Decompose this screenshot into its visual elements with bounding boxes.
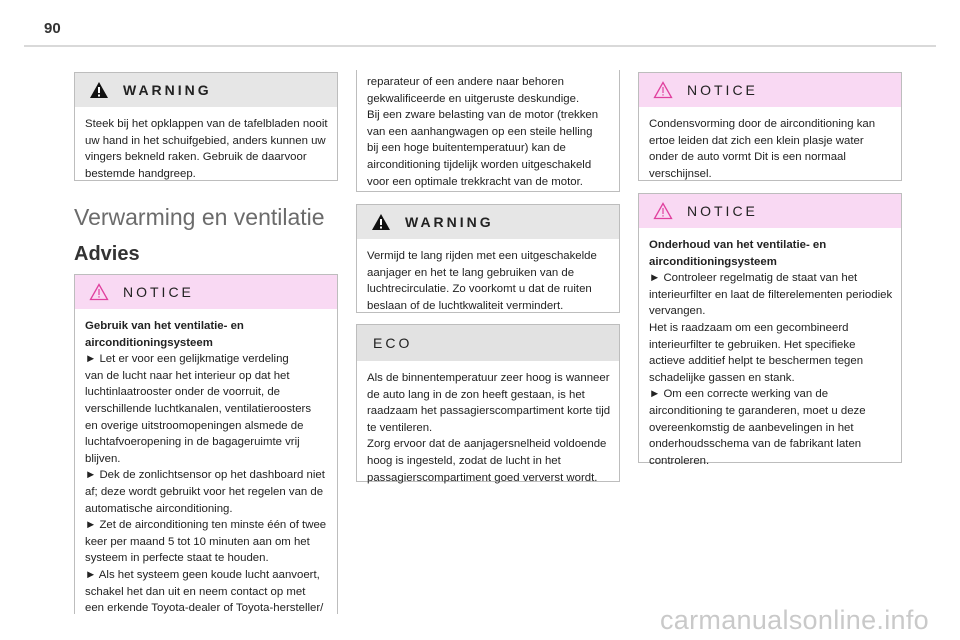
text-line: luchtafvoeropening in de bagageruimte vrij <box>85 436 300 449</box>
text-line: onderhoudsschema van de fabrikant laten <box>649 438 862 451</box>
notice-body <box>639 228 901 469</box>
text-line: van een aanhangwagen op een steile helling <box>367 125 593 138</box>
text-line: bestemde handgreep. <box>85 167 196 180</box>
notice-icon <box>653 81 673 99</box>
text-line: Bij een zware belasting van de motor (trekken <box>367 109 599 122</box>
notice-box-maintenance <box>638 193 902 467</box>
warning-body <box>75 107 337 182</box>
text-line: van de lucht naar het interieur op dat het <box>85 369 290 382</box>
top-divider <box>24 45 936 47</box>
eco-body <box>357 361 619 486</box>
notice-box-usage <box>74 274 338 614</box>
text-line: schadelijke gassen en stank. <box>649 371 795 384</box>
notice-header <box>639 194 901 228</box>
warning-label: WARNING <box>123 82 212 98</box>
text-line: beslaan of de luchtkwaliteit vermindert. <box>367 299 564 312</box>
text-line: luchtrecirculatie. Zo voorkomt u dat de ruiten <box>367 283 592 296</box>
text-line: actieve additief helpt te beschermen tegen <box>649 355 864 368</box>
text-line: aanjager en het te lang gebruiken van de <box>367 266 575 279</box>
notice-title-line: Gebruik van het ventilatie- en <box>85 320 244 332</box>
text-line: ertoe leiden dat zich een klein plasje water <box>649 134 864 147</box>
notice-header <box>639 73 901 107</box>
notice-title-line: airconditioningsysteem <box>649 255 777 268</box>
text-line: verschillende luchtkanalen, ventilatieroosters <box>85 402 312 415</box>
notice-body <box>75 309 337 617</box>
text-line: vingers bekneld raken. Gebruik de daarvoor <box>85 151 307 164</box>
text-line: ► Als het systeem geen koude lucht aanvoert, <box>85 568 320 581</box>
eco-box <box>356 324 620 482</box>
continuation-body <box>357 70 619 190</box>
text-line: luchtinlaatrooster onder de voorruit, de <box>85 386 281 399</box>
text-line: Vermijd te lang rijden met een uitgeschakelde <box>367 250 597 262</box>
text-line: schakel het dan uit en neem contact op met <box>85 585 306 598</box>
text-line: ► Om een correcte werking van de <box>649 388 829 401</box>
text-line: hoog is ingesteld, zodat de lucht in het <box>367 454 561 467</box>
text-line: Steek bij het opklappen van de tafelbladen nooit <box>85 118 328 130</box>
notice-title-line: Onderhoud van het ventilatie- en <box>649 239 827 251</box>
text-line: interieurfilter en laat de filterelementen periodiek <box>649 288 893 301</box>
notice-header <box>75 275 337 309</box>
text-line: Het is raadzaam om een gecombineerd <box>649 321 849 334</box>
text-line: ► Controleer regelmatig de staat van het <box>649 272 858 285</box>
text-line: vervangen. <box>649 305 706 318</box>
text-line: bij een hoge buitentemperatuur) kan de <box>367 142 566 155</box>
text-line: reparateur of een andere naar behoren <box>367 76 564 88</box>
text-line: automatische airconditioning. <box>85 502 233 515</box>
warning-box-tables <box>74 72 338 181</box>
text-line: airconditioning tijdelijk worden uitgeschakeld <box>367 158 592 171</box>
text-line: verschijnsel. <box>649 167 712 180</box>
notice-label: NOTICE <box>123 284 194 300</box>
text-line: en overige uitstroomopeningen alsmede de <box>85 419 304 432</box>
warning-header <box>75 73 337 107</box>
warning-body <box>357 239 619 314</box>
sub-title: Advies <box>74 243 140 265</box>
text-line: onder de auto vormt Dit is een normaal <box>649 151 846 164</box>
text-line: ► Zet de airconditioning ten minste één of twee <box>85 519 327 532</box>
text-line: voor een optimale trekkracht van de motor. <box>367 175 583 188</box>
text-line: Zorg ervoor dat de aanjagersnelheid voldoende <box>367 438 607 451</box>
eco-header <box>357 325 619 361</box>
text-line: keer per maand 5 tot 10 minuten aan om het <box>85 535 310 548</box>
text-line: raadzaam het passagierscompartiment korte tijd <box>367 405 611 418</box>
text-line: ► Let er voor een gelijkmatige verdeling <box>85 353 289 366</box>
text-line: airconditioning te garanderen, moet u deze <box>649 404 866 417</box>
text-line: ► Dek de zonlichtsensor op het dashboard niet <box>85 469 325 482</box>
text-line: uw hand in het schuifgebied, anders kunnen uw <box>85 134 326 147</box>
text-line: een erkende Toyota-dealer of Toyota-hersteller/ <box>85 602 324 615</box>
text-line: overeenkomstig de aanbevelingen in het <box>649 421 854 434</box>
text-line: de auto lang in de zon heeft gestaan, is het <box>367 388 585 401</box>
warning-label: WARNING <box>405 214 494 230</box>
notice-label: NOTICE <box>687 82 758 98</box>
notice-body <box>639 107 901 182</box>
section-title: Verwarming en ventilatie <box>74 204 325 230</box>
warning-icon <box>89 81 109 99</box>
text-line: blijven. <box>85 452 121 465</box>
notice-label: NOTICE <box>687 203 758 219</box>
warning-box-recirculation <box>356 204 620 313</box>
text-line: Condensvorming door de airconditioning kan <box>649 118 876 130</box>
warning-icon <box>371 213 391 231</box>
text-line: af; deze wordt gebruikt voor het regelen van de <box>85 485 324 498</box>
text-line: interieurfilter te gebruiken. Het specifieke <box>649 338 856 351</box>
text-line: gekwalificeerde en uitgeruste deskundige. <box>367 92 580 105</box>
text-line: passagierscompartiment goed ververst wordt. <box>367 471 598 484</box>
text-line: systeem in perfecte staat te houden. <box>85 552 269 565</box>
eco-label: ECO <box>373 335 413 351</box>
text-line: controleren. <box>649 454 710 467</box>
text-line: te ventileren. <box>367 421 433 434</box>
notice-title-line: airconditioningsysteem <box>85 336 213 349</box>
notice-icon <box>89 283 109 301</box>
page-number: 90 <box>44 20 61 37</box>
notice-continuation-box <box>356 70 620 192</box>
text-line: Als de binnentemperatuur zeer hoog is wanneer <box>367 372 610 384</box>
notice-box-condensation <box>638 72 902 181</box>
watermark: carmanualsonline.info <box>660 605 929 635</box>
notice-icon <box>653 202 673 220</box>
warning-header <box>357 205 619 239</box>
